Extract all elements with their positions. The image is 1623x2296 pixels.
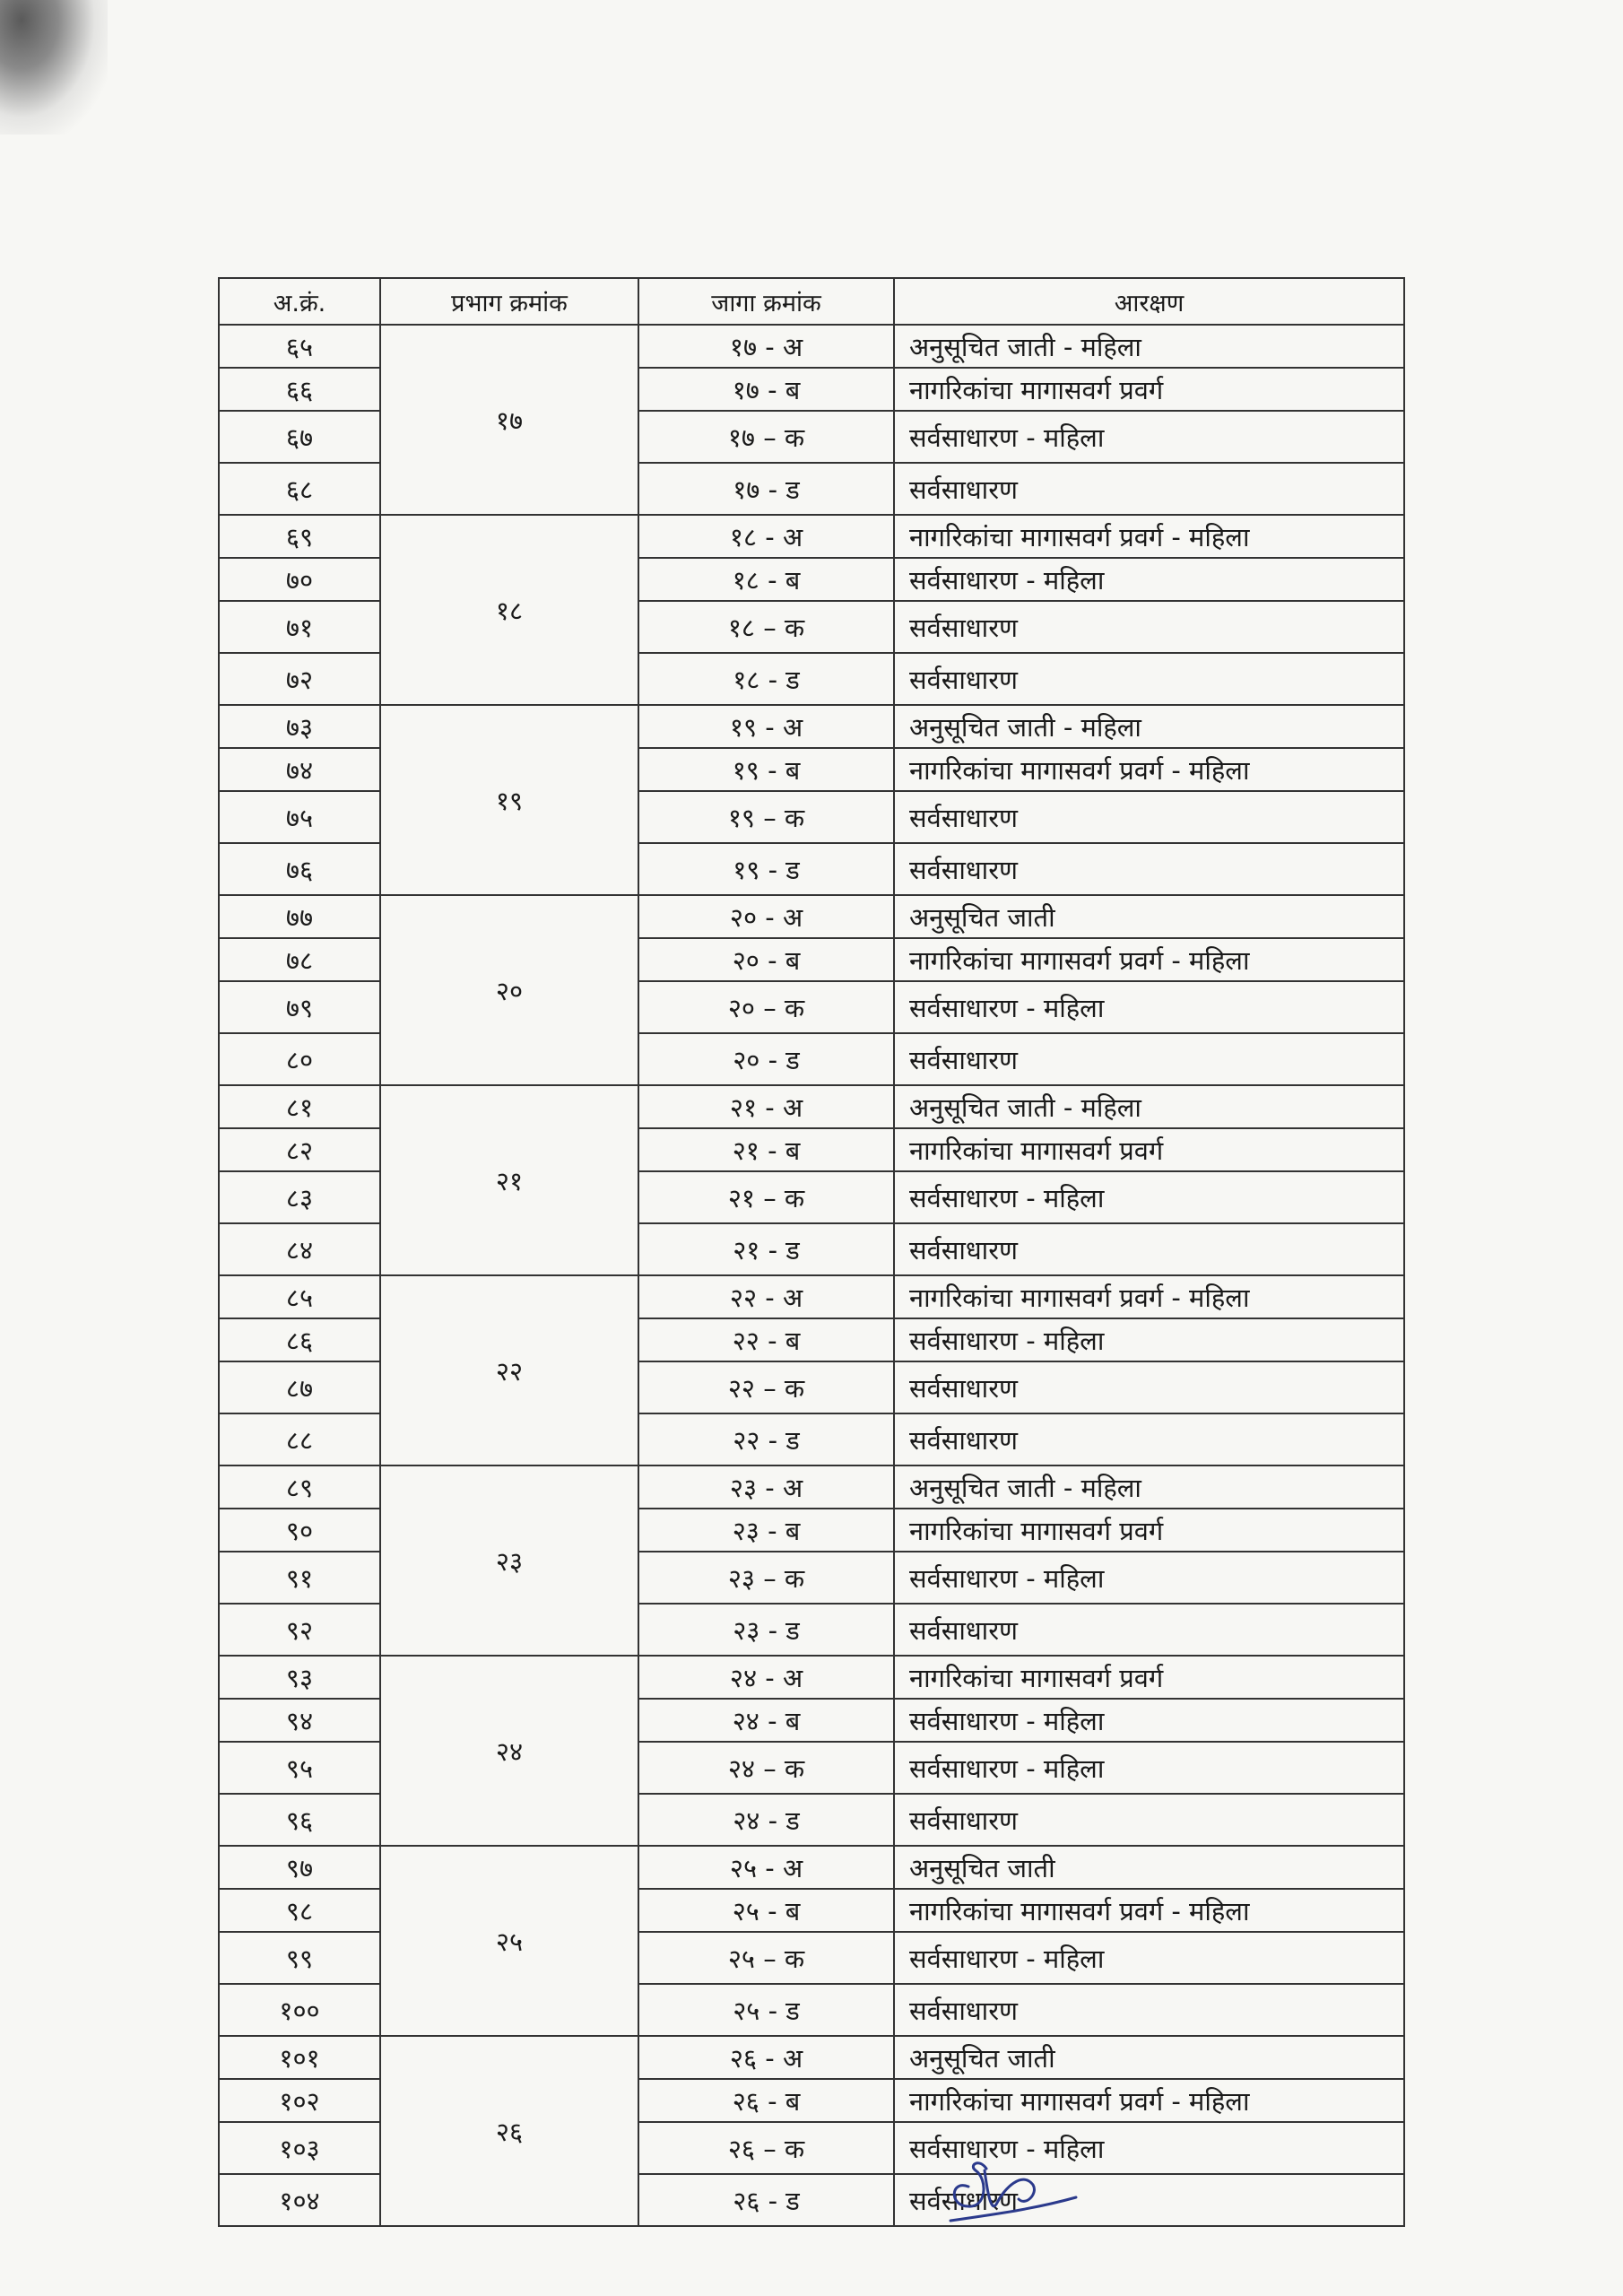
table-row	[219, 1656, 1404, 1699]
seat-cell: २३ - ड	[638, 1604, 894, 1656]
reservation-cell: सर्वसाधारण	[894, 1984, 1404, 2036]
table-row	[219, 325, 1404, 368]
reservation-cell: सर्वसाधारण	[894, 601, 1404, 653]
seat-cell: १७ - ब	[638, 368, 894, 411]
header-reservation: आरक्षण	[894, 278, 1404, 325]
signature	[933, 2144, 1085, 2233]
seat-cell: १८ - ब	[638, 558, 894, 601]
ward-cell: २३	[380, 1465, 638, 1656]
reservation-cell: नागरिकांचा मागासवर्ग प्रवर्ग - महिला	[894, 748, 1404, 791]
seat-cell: १७ – क	[638, 411, 894, 463]
seat-cell: २५ - ब	[638, 1889, 894, 1932]
serial-cell: ९९	[219, 1932, 380, 1984]
ward-cell: २५	[380, 1846, 638, 2036]
serial-cell: ६७	[219, 411, 380, 463]
seat-cell: २४ - अ	[638, 1656, 894, 1699]
header-serial: अ.क्रं.	[219, 278, 380, 325]
serial-cell: ७२	[219, 653, 380, 705]
reservation-cell: सर्वसाधारण - महिला	[894, 1699, 1404, 1742]
serial-cell: ७१	[219, 601, 380, 653]
ward-cell: २०	[380, 895, 638, 1085]
ward-cell: १९	[380, 705, 638, 895]
reservation-cell: नागरिकांचा मागासवर्ग प्रवर्ग - महिला	[894, 938, 1404, 981]
reservation-cell: सर्वसाधारण - महिला	[894, 1742, 1404, 1794]
reservation-cell: सर्वसाधारण - महिला	[894, 2122, 1404, 2174]
serial-cell: ९१	[219, 1552, 380, 1604]
seat-cell: २१ - ब	[638, 1128, 894, 1171]
serial-cell: ७०	[219, 558, 380, 601]
ward-cell: २६	[380, 2036, 638, 2226]
ward-cell: १७	[380, 325, 638, 515]
serial-cell: ९३	[219, 1656, 380, 1699]
serial-cell: ७८	[219, 938, 380, 981]
seat-cell: २२ - ब	[638, 1318, 894, 1361]
reservation-cell: नागरिकांचा मागासवर्ग प्रवर्ग	[894, 1509, 1404, 1552]
seat-cell: २१ - ड	[638, 1223, 894, 1275]
ward-cell: २१	[380, 1085, 638, 1275]
serial-cell: ९६	[219, 1794, 380, 1846]
ward-cell: १८	[380, 515, 638, 705]
seat-cell: २६ - अ	[638, 2036, 894, 2079]
seat-cell: २४ – क	[638, 1742, 894, 1794]
seat-cell: २२ – क	[638, 1361, 894, 1413]
ward-cell: २४	[380, 1656, 638, 1846]
reservation-cell: नागरिकांचा मागासवर्ग प्रवर्ग	[894, 368, 1404, 411]
serial-cell: ८६	[219, 1318, 380, 1361]
reservation-cell: अनुसूचित जाती	[894, 895, 1404, 938]
reservation-table	[218, 277, 1405, 2227]
table-row	[219, 705, 1404, 748]
reservation-cell: सर्वसाधारण - महिला	[894, 1552, 1404, 1604]
reservation-table-container	[218, 277, 1403, 2227]
reservation-cell: अनुसूचित जाती - महिला	[894, 705, 1404, 748]
reservation-cell: सर्वसाधारण	[894, 653, 1404, 705]
seat-cell: २३ - अ	[638, 1465, 894, 1509]
serial-cell: ८२	[219, 1128, 380, 1171]
reservation-cell: सर्वसाधारण	[894, 1413, 1404, 1465]
serial-cell: ८१	[219, 1085, 380, 1128]
table-header-row	[219, 278, 1404, 325]
serial-cell: १०४	[219, 2174, 380, 2226]
serial-cell: ६८	[219, 463, 380, 515]
seat-cell: २६ - ड	[638, 2174, 894, 2226]
reservation-cell: सर्वसाधारण - महिला	[894, 1932, 1404, 1984]
serial-cell: ८५	[219, 1275, 380, 1318]
table-row	[219, 2036, 1404, 2079]
seat-cell: २५ - ड	[638, 1984, 894, 2036]
seat-cell: १७ - ड	[638, 463, 894, 515]
header-seat: जागा क्रमांक	[638, 278, 894, 325]
reservation-cell: अनुसूचित जाती - महिला	[894, 1085, 1404, 1128]
reservation-cell: सर्वसाधारण	[894, 1033, 1404, 1085]
serial-cell: ६९	[219, 515, 380, 558]
reservation-cell: सर्वसाधारण - महिला	[894, 558, 1404, 601]
reservation-cell: नागरिकांचा मागासवर्ग प्रवर्ग - महिला	[894, 1275, 1404, 1318]
seat-cell: १८ - अ	[638, 515, 894, 558]
reservation-cell: सर्वसाधारण	[894, 843, 1404, 895]
table-row	[219, 1275, 1404, 1318]
serial-cell: ९४	[219, 1699, 380, 1742]
seat-cell: २३ – क	[638, 1552, 894, 1604]
serial-cell: ८८	[219, 1413, 380, 1465]
reservation-cell: सर्वसाधारण	[894, 2174, 1404, 2226]
serial-cell: ८९	[219, 1465, 380, 1509]
reservation-cell: नागरिकांचा मागासवर्ग प्रवर्ग - महिला	[894, 2079, 1404, 2122]
header-ward: प्रभाग क्रमांक	[380, 278, 638, 325]
serial-cell: १०२	[219, 2079, 380, 2122]
table-row	[219, 515, 1404, 558]
serial-cell: ७९	[219, 981, 380, 1033]
reservation-cell: अनुसूचित जाती - महिला	[894, 325, 1404, 368]
serial-cell: ८०	[219, 1033, 380, 1085]
seat-cell: २६ – क	[638, 2122, 894, 2174]
seat-cell: २५ - अ	[638, 1846, 894, 1889]
seat-cell: २२ - अ	[638, 1275, 894, 1318]
serial-cell: ९२	[219, 1604, 380, 1656]
reservation-cell: सर्वसाधारण	[894, 1223, 1404, 1275]
table-row	[219, 1846, 1404, 1889]
seat-cell: २६ - ब	[638, 2079, 894, 2122]
seat-cell: १९ - अ	[638, 705, 894, 748]
reservation-cell: अनुसूचित जाती	[894, 2036, 1404, 2079]
reservation-cell: नागरिकांचा मागासवर्ग प्रवर्ग - महिला	[894, 515, 1404, 558]
seat-cell: २२ - ड	[638, 1413, 894, 1465]
seat-cell: २० - ब	[638, 938, 894, 981]
seat-cell: १९ – क	[638, 791, 894, 843]
serial-cell: ९८	[219, 1889, 380, 1932]
reservation-cell: सर्वसाधारण - महिला	[894, 411, 1404, 463]
seat-cell: २० - ड	[638, 1033, 894, 1085]
serial-cell: ७५	[219, 791, 380, 843]
reservation-cell: सर्वसाधारण - महिला	[894, 1171, 1404, 1223]
reservation-cell: नागरिकांचा मागासवर्ग प्रवर्ग - महिला	[894, 1889, 1404, 1932]
table-row	[219, 1465, 1404, 1509]
serial-cell: ८७	[219, 1361, 380, 1413]
table-row	[219, 1085, 1404, 1128]
serial-cell: ६५	[219, 325, 380, 368]
table-body	[219, 325, 1404, 2226]
seat-cell: १७ - अ	[638, 325, 894, 368]
reservation-cell: सर्वसाधारण - महिला	[894, 981, 1404, 1033]
serial-cell: ९७	[219, 1846, 380, 1889]
seat-cell: २१ – क	[638, 1171, 894, 1223]
seat-cell: १८ - ड	[638, 653, 894, 705]
seat-cell: २४ - ब	[638, 1699, 894, 1742]
reservation-cell: सर्वसाधारण	[894, 791, 1404, 843]
serial-cell: ७३	[219, 705, 380, 748]
scan-corner-shadow	[0, 0, 108, 135]
serial-cell: ७४	[219, 748, 380, 791]
reservation-cell: सर्वसाधारण	[894, 1794, 1404, 1846]
serial-cell: ८३	[219, 1171, 380, 1223]
reservation-cell: नागरिकांचा मागासवर्ग प्रवर्ग	[894, 1128, 1404, 1171]
reservation-cell: सर्वसाधारण	[894, 1361, 1404, 1413]
serial-cell: ६६	[219, 368, 380, 411]
seat-cell: २३ - ब	[638, 1509, 894, 1552]
seat-cell: २४ - ड	[638, 1794, 894, 1846]
seat-cell: २० – क	[638, 981, 894, 1033]
serial-cell: ९०	[219, 1509, 380, 1552]
seat-cell: १९ - ड	[638, 843, 894, 895]
reservation-cell: सर्वसाधारण	[894, 1604, 1404, 1656]
ward-cell: २२	[380, 1275, 638, 1465]
reservation-cell: अनुसूचित जाती - महिला	[894, 1465, 1404, 1509]
reservation-cell: नागरिकांचा मागासवर्ग प्रवर्ग	[894, 1656, 1404, 1699]
reservation-cell: अनुसूचित जाती	[894, 1846, 1404, 1889]
seat-cell: २० - अ	[638, 895, 894, 938]
seat-cell: २१ - अ	[638, 1085, 894, 1128]
seat-cell: १८ – क	[638, 601, 894, 653]
serial-cell: १०१	[219, 2036, 380, 2079]
serial-cell: १०३	[219, 2122, 380, 2174]
reservation-cell: सर्वसाधारण	[894, 463, 1404, 515]
seat-cell: १९ - ब	[638, 748, 894, 791]
reservation-cell: सर्वसाधारण - महिला	[894, 1318, 1404, 1361]
seat-cell: २५ – क	[638, 1932, 894, 1984]
serial-cell: ९५	[219, 1742, 380, 1794]
serial-cell: १००	[219, 1984, 380, 2036]
table-row	[219, 895, 1404, 938]
serial-cell: ८४	[219, 1223, 380, 1275]
serial-cell: ७७	[219, 895, 380, 938]
serial-cell: ७६	[219, 843, 380, 895]
